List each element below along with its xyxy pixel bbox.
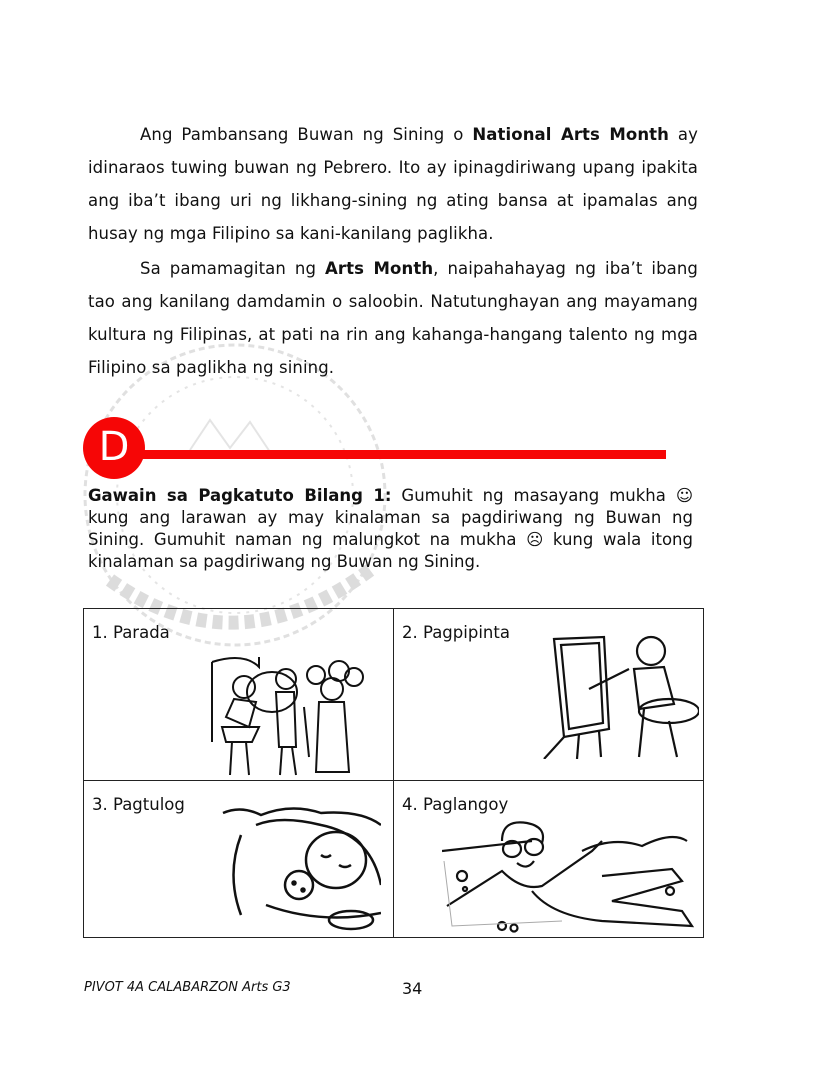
painting-illustration-icon [539,629,699,759]
section-d-badge: D [83,417,145,479]
p1-bold-term: National Arts Month [472,125,670,144]
activity-title: Gawain sa Pagkatuto Bilang 1: [88,486,392,505]
parade-illustration-icon [204,647,372,777]
p1-text-post: ay idinaraos tuwing buwan ng Pebrero. Ito ay ipinagdiriwang upang ipakita ang iba’t ibang uri ng likhang-sining ng ating bansa at ipamalas ang husay ng mga Filipino sa kani-kanilang paglikha. [88,125,699,243]
item-label: 1. Parada [92,623,170,642]
page-number: 34 [402,979,423,998]
table-cell-pagtulog[interactable] [84,781,394,938]
sleeping-illustration-icon [221,795,381,935]
item-label: 4. Paglangoy [402,795,509,814]
activity-text-c: kung wala itong kinalaman sa pagdiriwang ng Buwan ng Sining. [88,530,693,571]
item-label: 3. Pagtulog [92,795,185,814]
swimming-illustration-icon [442,821,702,936]
p2-text-post: , naipahahayag ng iba’t ibang tao ang kanilang damdamin o saloobin. Natutunghayan ang mayamang kultura ng Filipinas, at pati na rin ang kahanga-hangang talento ng mga Filipino sa paglikha ng sining. [88,259,698,377]
table-cell-parada[interactable] [84,609,394,781]
item-label: 2. Pagpipinta [402,623,510,642]
paragraph-arts-month-intro [88,118,698,250]
p1-text-pre: Ang Pambansang Buwan ng Sining o [140,125,473,144]
table-cell-paglangoy[interactable] [394,781,704,938]
activity-instructions [88,485,693,573]
frown-face-icon: ☹ [526,530,544,549]
activity-picture-table [83,608,704,938]
paragraph-arts-month-purpose [88,252,698,384]
section-divider-line [140,450,666,459]
table-cell-pagpipinta[interactable] [394,609,704,781]
p2-text-pre: Sa pamamagitan ng [140,259,326,278]
activity-text-b: kung ang larawan ay may kinalaman sa pagdiriwang ng Buwan ng Sining. Gumuhit naman ng malungkot na mukha [88,508,693,549]
activity-text-a: Gumuhit ng masayang mukha [391,486,676,505]
smile-face-icon: ☺ [675,486,694,505]
p2-bold-term: Arts Month [325,259,434,278]
footer-source: PIVOT 4A CALABARZON Arts G3 [84,980,291,995]
